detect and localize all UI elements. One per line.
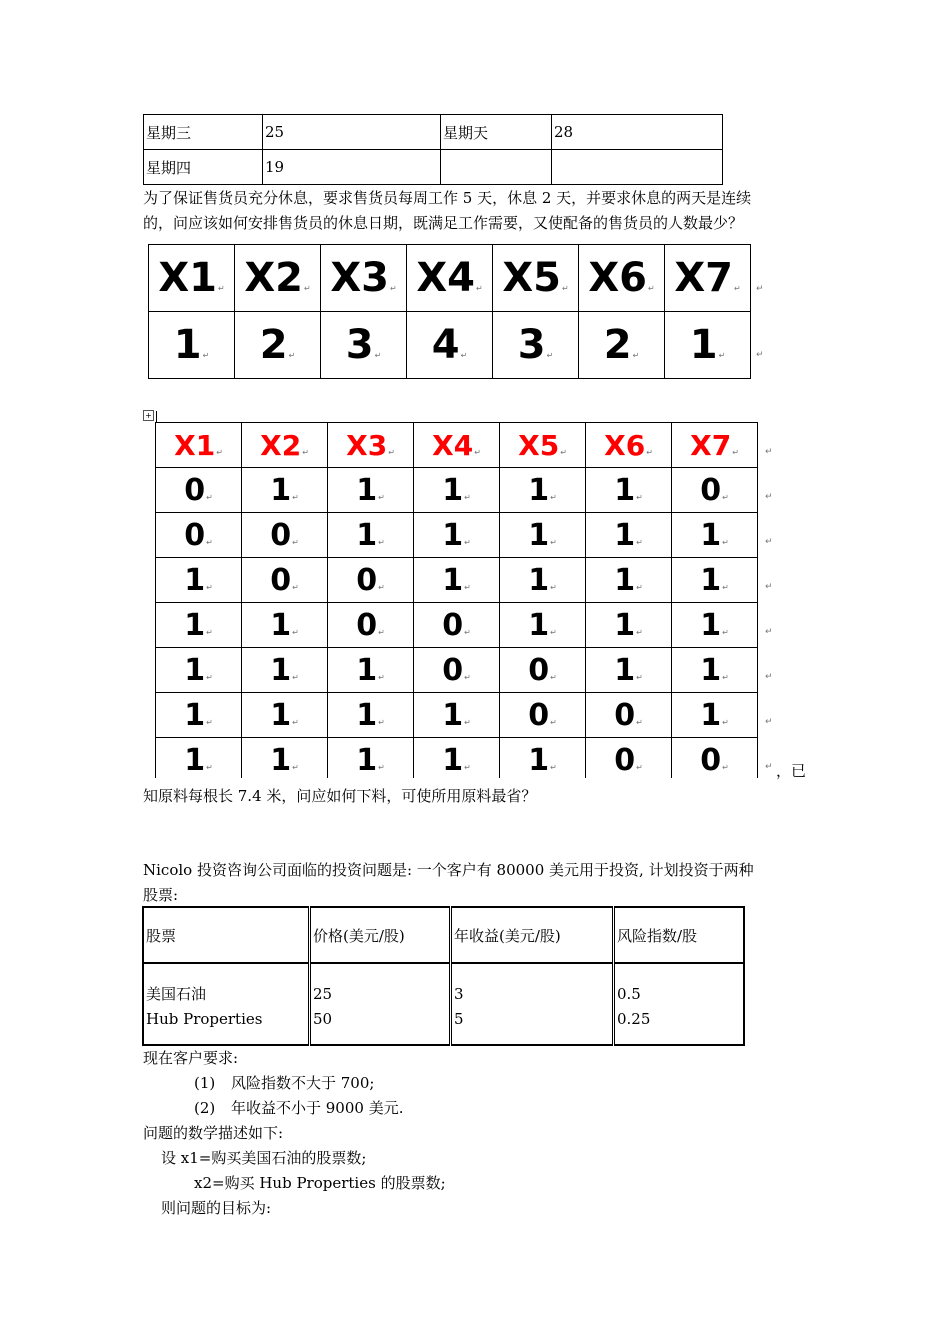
matrix-cell: 0↵ [672, 468, 758, 513]
header-cell: X1↵ [156, 423, 242, 468]
table-row [143, 963, 744, 1045]
matrix-cell: 0↵ [500, 648, 586, 693]
paragraph-line: x2=购买 Hub Properties 的股票数; [194, 1174, 446, 1192]
table-row [156, 468, 758, 513]
table-cell: 3 5 [451, 963, 614, 1045]
table-cell: 0.5 0.25 [614, 963, 745, 1045]
table-row [144, 150, 723, 185]
header-cell: 风险指数/股 [614, 907, 745, 963]
matrix-cell: 1↵ [242, 693, 328, 738]
paragraph-line: Nicolo 投资咨询公司面临的投资问题是: 一个客户有 80000 美元用于投资, 计划投资于两种 [143, 861, 754, 879]
header-cell: X5↵ [500, 423, 586, 468]
row-end-mark: ↵ [765, 672, 773, 682]
matrix-cell: 0↵ [500, 693, 586, 738]
matrix-cell: 1↵ [328, 648, 414, 693]
row-end-mark: ↵ [765, 627, 773, 637]
table-row [156, 603, 758, 648]
header-cell: 价格(美元/股) [310, 907, 451, 963]
table-row [149, 312, 751, 379]
matrix-cell: 0↵ [242, 558, 328, 603]
header-cell: 年收益(美元/股) [451, 907, 614, 963]
matrix-cell: 1↵ [586, 513, 672, 558]
header-cell: X3↵ [328, 423, 414, 468]
table-cell [552, 150, 723, 185]
matrix-cell: 1↵ [586, 648, 672, 693]
matrix-cell: 1↵ [586, 603, 672, 648]
matrix-cell: 0↵ [156, 513, 242, 558]
matrix-cell: 1↵ [328, 468, 414, 513]
header-cell: X4↵ [414, 423, 500, 468]
table-row [144, 115, 723, 150]
value-cell: 1↵ [149, 312, 235, 379]
header-cell: X6↵ [579, 245, 665, 312]
paragraph-line: 问题的数学描述如下: [143, 1124, 284, 1142]
matrix-cell: 0↵ [586, 738, 672, 779]
matrix-cell: 1↵ [414, 513, 500, 558]
matrix-cell: 1↵ [500, 513, 586, 558]
row-end-mark: ↵ [765, 582, 773, 592]
matrix-cell: 1↵ [156, 738, 242, 779]
list-number: (1) [194, 1074, 216, 1092]
paragraph-line: 知原料每根长 7.4 米，问应如何下料，可使所用原料最省？ [143, 787, 537, 805]
matrix-cell: 1↵ [500, 603, 586, 648]
table-row [156, 738, 758, 779]
value-cell: 3↵ [493, 312, 579, 379]
matrix-cell: 1↵ [156, 603, 242, 648]
row-end-mark: ↵ [765, 492, 773, 502]
table-row [156, 648, 758, 693]
matrix-cell: 1↵ [414, 693, 500, 738]
matrix-cell: 1↵ [672, 648, 758, 693]
schedule-matrix-clip [155, 422, 767, 778]
matrix-cell: 0↵ [672, 738, 758, 779]
header-cell: X7↵ [665, 245, 751, 312]
matrix-cell: 1↵ [414, 558, 500, 603]
stock-table [142, 906, 745, 1046]
header-cell: X1↵ [149, 245, 235, 312]
matrix-cell: 0↵ [156, 468, 242, 513]
matrix-cell: 1↵ [500, 558, 586, 603]
row-end-mark: ↵ [765, 537, 773, 547]
paragraph-line: 现在客户要求: [143, 1049, 239, 1067]
paragraph-line: 股票: [143, 886, 179, 904]
matrix-cell: 1↵ [414, 468, 500, 513]
row-end-mark: ↵ [765, 717, 773, 727]
matrix-cell: 1↵ [586, 468, 672, 513]
table-row [156, 513, 758, 558]
table-row [143, 907, 744, 963]
value-cell: 3↵ [321, 312, 407, 379]
matrix-cell: 1↵ [156, 648, 242, 693]
matrix-cell: 0↵ [328, 558, 414, 603]
weekday-demand-table [143, 114, 723, 185]
table-cell [441, 150, 552, 185]
matrix-cell: 1↵ [242, 648, 328, 693]
row-end-mark: ↵ [765, 762, 773, 772]
matrix-cell: 1↵ [242, 468, 328, 513]
table-cell: 19 [263, 150, 441, 185]
header-cell: 股票 [143, 907, 310, 963]
paragraph-line: 设 x1=购买美国石油的股票数; [161, 1149, 367, 1167]
header-cell: X3↵ [321, 245, 407, 312]
table-cell: 美国石油 Hub Properties [143, 963, 310, 1045]
table-cell: 25 50 [310, 963, 451, 1045]
header-cell: X4↵ [407, 245, 493, 312]
table-row [156, 693, 758, 738]
matrix-cell: 1↵ [242, 603, 328, 648]
row-end-mark: ↵ [756, 284, 764, 294]
value-cell: 2↵ [235, 312, 321, 379]
matrix-cell: 1↵ [500, 738, 586, 779]
table-cell: 星期四 [144, 150, 263, 185]
matrix-cell: 0↵ [328, 603, 414, 648]
matrix-cell: 1↵ [586, 558, 672, 603]
variable-values-table [148, 244, 751, 379]
matrix-cell: 0↵ [242, 513, 328, 558]
row-end-mark: ↵ [765, 447, 773, 457]
table-cell: 28 [552, 115, 723, 150]
matrix-cell: 1↵ [328, 693, 414, 738]
matrix-cell: 0↵ [414, 603, 500, 648]
table-row [149, 245, 751, 312]
matrix-cell: 0↵ [586, 693, 672, 738]
list-item: 风险指数不大于 700; [231, 1074, 375, 1092]
table-cell: 星期天 [441, 115, 552, 150]
paragraph-fragment: ，已 [776, 762, 807, 780]
header-cell: X5↵ [493, 245, 579, 312]
schedule-matrix-table [155, 422, 758, 778]
matrix-cell: 1↵ [156, 558, 242, 603]
table-row [156, 423, 758, 468]
list-number: (2) [194, 1099, 216, 1117]
header-cell: X2↵ [235, 245, 321, 312]
table-row [156, 558, 758, 603]
matrix-cell: 1↵ [672, 558, 758, 603]
paragraph-line: 的，问应该如何安排售货员的休息日期，既满足工作需要，又使配备的售货员的人数最少？ [143, 214, 744, 232]
header-cell: X2↵ [242, 423, 328, 468]
header-cell: X6↵ [586, 423, 672, 468]
matrix-cell: 1↵ [672, 693, 758, 738]
table-cell: 星期三 [144, 115, 263, 150]
paragraph-line: 则问题的目标为: [161, 1199, 272, 1217]
matrix-cell: 1↵ [500, 468, 586, 513]
matrix-cell: 1↵ [328, 738, 414, 779]
table-move-handle-icon[interactable]: + [143, 410, 154, 421]
matrix-cell: 1↵ [328, 513, 414, 558]
header-cell: X7↵ [672, 423, 758, 468]
value-cell: 4↵ [407, 312, 493, 379]
matrix-cell: 0↵ [414, 648, 500, 693]
matrix-cell: 1↵ [672, 603, 758, 648]
list-item: 年收益不小于 9000 美元. [231, 1099, 404, 1117]
value-cell: 2↵ [579, 312, 665, 379]
row-end-mark: ↵ [756, 350, 764, 360]
table-cell: 25 [263, 115, 441, 150]
matrix-cell: 1↵ [156, 693, 242, 738]
matrix-cell: 1↵ [672, 513, 758, 558]
paragraph-line: 为了保证售货员充分休息，要求售货员每周工作 5 天，休息 2 天，并要求休息的两天是连续 [143, 189, 752, 207]
value-cell: 1↵ [665, 312, 751, 379]
matrix-cell: 1↵ [242, 738, 328, 779]
matrix-cell: 1↵ [414, 738, 500, 779]
